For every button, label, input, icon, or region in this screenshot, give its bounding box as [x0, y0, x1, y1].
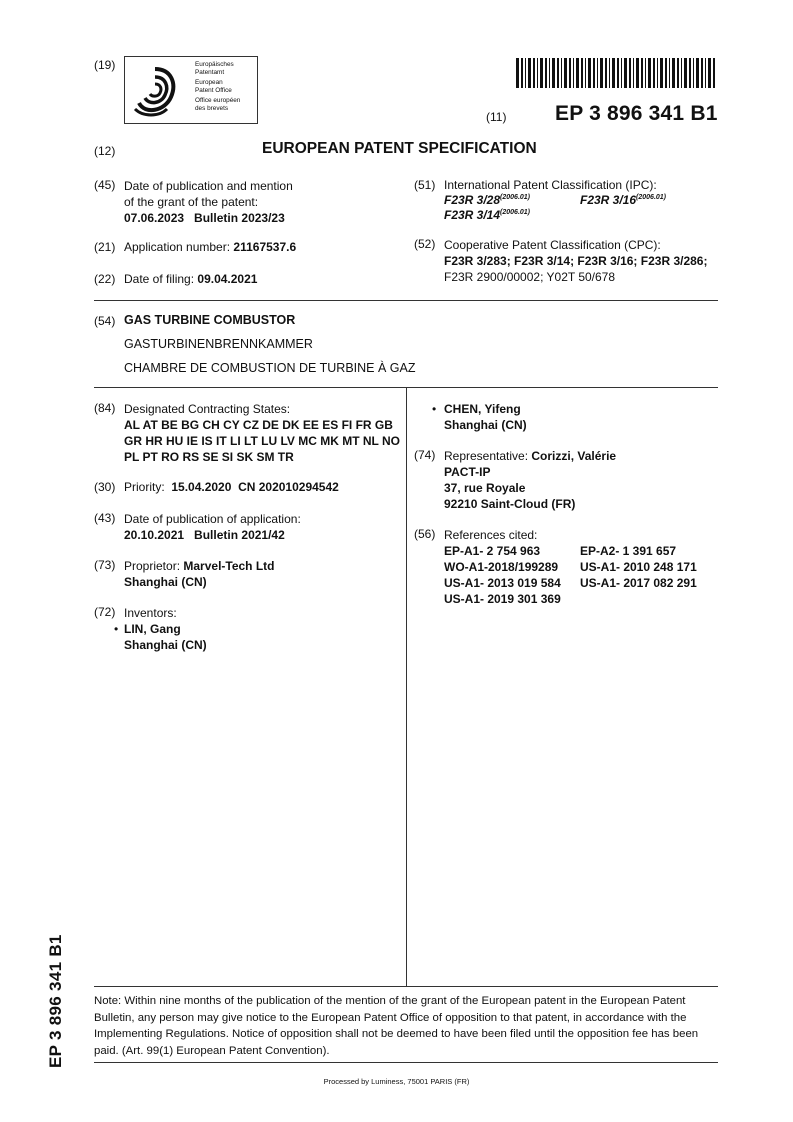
inid-code-74: (74) [414, 448, 436, 462]
barcode-bar [585, 58, 586, 88]
ipc-code: F23R 3/16 [580, 193, 637, 207]
divider [94, 300, 718, 301]
column-divider [406, 387, 407, 987]
barcode-bar [549, 58, 550, 88]
ipc-entry [444, 208, 530, 222]
representative-address: 92210 Saint-Cloud (FR) [444, 497, 576, 511]
application-publication-date: 20.10.2021 Bulletin 2021/42 [124, 528, 285, 542]
epo-logo-icon [125, 57, 185, 123]
barcode-bar [617, 58, 619, 88]
barcode-bar [537, 58, 538, 88]
filing-date: 09.04.2021 [197, 272, 258, 286]
inid-code-54: (54) [94, 314, 116, 328]
barcode-bar [521, 58, 523, 88]
proprietor-label: Proprietor: [124, 559, 181, 573]
barcode-bar [593, 58, 595, 88]
barcode-bar [660, 58, 663, 88]
inid-code-19: (19) [94, 58, 116, 72]
processor-footer: Processed by Luminess, 75001 PARIS (FR) [323, 1077, 470, 1086]
office-name-line: Patent Office [195, 86, 232, 94]
proprietor-block [124, 558, 275, 590]
ipc-code: F23R 3/14 [444, 208, 501, 222]
barcode-bar [684, 58, 687, 88]
barcode-bar [525, 58, 526, 88]
designated-states-label: Designated Contracting States: [124, 402, 291, 416]
representative-name: Corizzi, Valérie [531, 449, 617, 463]
barcode-bar [633, 58, 634, 88]
reference-item: US-A1- 2019 301 369 [444, 592, 561, 606]
barcode-bar [708, 58, 711, 88]
barcode-bar [624, 58, 627, 88]
grant-publication-block [124, 178, 293, 226]
cpc-label: Cooperative Patent Classification (CPC): [444, 238, 661, 252]
office-names [195, 61, 240, 113]
ipc-version: (2006.01) [500, 194, 531, 201]
ipc-label: International Patent Classification (IPC): [444, 178, 657, 192]
barcode-bar [588, 58, 591, 88]
divider [94, 986, 718, 987]
barcode-bar [612, 58, 615, 88]
barcode-bar [636, 58, 639, 88]
references-label: References cited: [444, 528, 538, 542]
barcode-bar [552, 58, 555, 88]
office-name-line: Patentamt [195, 68, 225, 76]
priority-row [124, 480, 339, 494]
inid-code-73: (73) [94, 558, 116, 572]
barcode-bar [576, 58, 579, 88]
barcode-bar [561, 58, 562, 88]
proprietor-place: Shanghai (CN) [124, 575, 207, 589]
office-name-line: des brevets [195, 104, 229, 112]
cpc-main: F23R 3/283; F23R 3/14; F23R 3/16; F23R 3/286; [444, 254, 708, 268]
publication-number: EP 3 896 341 B1 [555, 102, 718, 125]
reference-item: US-A1- 2010 248 171 [580, 560, 697, 574]
barcode-bar [672, 58, 675, 88]
barcode-bar [657, 58, 658, 88]
barcode [516, 58, 716, 88]
inventor-place: Shanghai (CN) [444, 418, 527, 432]
reference-item: EP-A1- 2 754 963 [444, 544, 541, 558]
inid-code-22: (22) [94, 272, 116, 286]
reference-item: EP-A2- 1 391 657 [580, 544, 677, 558]
barcode-bar [605, 58, 607, 88]
application-publication-label: Date of publication of application: [124, 512, 301, 526]
inventors-label: Inventors: [124, 606, 177, 620]
ipc-version: (2006.01) [636, 194, 667, 201]
barcode-bar [681, 58, 682, 88]
application-number-label: Application number: [124, 240, 231, 254]
representative-address: PACT-IP [444, 465, 491, 479]
barcode-bar [641, 58, 643, 88]
cpc-additional: F23R 2900/00002; Y02T 50/678 [444, 270, 616, 284]
barcode-bar [540, 58, 543, 88]
barcode-bar [528, 58, 531, 88]
states-line: GR HR HU IE IS IT LI LT LU LV MC MK MT NL NO [124, 434, 400, 448]
representative-label: Representative: [444, 449, 529, 463]
grant-label-2: of the grant of the patent: [124, 195, 259, 209]
barcode-bar [621, 58, 622, 88]
priority-label: Priority: [124, 480, 165, 494]
barcode-bar [705, 58, 706, 88]
grant-date: 07.06.2023 Bulletin 2023/23 [124, 211, 285, 225]
inid-code-56: (56) [414, 527, 436, 541]
title-fr: CHAMBRE DE COMBUSTION DE TURBINE À GAZ [124, 361, 416, 375]
barcode-bar [609, 58, 610, 88]
states-line: PL PT RO RS SE SI SK SM TR [124, 450, 294, 464]
ipc-code: F23R 3/28 [444, 193, 501, 207]
office-name-line: Office européen [195, 97, 241, 105]
designated-states-block [124, 401, 400, 465]
barcode-bar [581, 58, 583, 88]
barcode-bar [669, 58, 670, 88]
barcode-bar [569, 58, 571, 88]
barcode-bar [696, 58, 699, 88]
inid-code-45: (45) [94, 178, 116, 192]
bullet-icon: • [432, 402, 437, 416]
barcode-bar [629, 58, 631, 88]
ipc-entry [580, 193, 666, 207]
application-number-row [124, 240, 296, 254]
barcode-bar [516, 58, 519, 88]
inid-code-12: (12) [94, 144, 116, 158]
barcode-bar [533, 58, 535, 88]
references-list [444, 543, 720, 607]
document-type: EUROPEAN PATENT SPECIFICATION [262, 140, 537, 157]
side-publication-number: EP 3 896 341 B1 [46, 934, 65, 1068]
representative-block [444, 448, 616, 512]
ipc-entry [444, 193, 530, 207]
barcode-bar [689, 58, 691, 88]
office-name-line: Europäisches [195, 61, 234, 68]
barcode-bar [701, 58, 703, 88]
filing-date-label: Date of filing: [124, 272, 195, 286]
barcode-bar [713, 58, 715, 88]
barcode-bar [564, 58, 567, 88]
barcode-bar [677, 58, 679, 88]
barcode-bar [648, 58, 651, 88]
inid-code-43: (43) [94, 511, 116, 525]
inid-code-72: (72) [94, 605, 116, 619]
inid-code-51: (51) [414, 178, 436, 192]
title-de: GASTURBINENBRENNKAMMER [124, 337, 313, 351]
office-name-line: European [195, 79, 223, 87]
reference-item: WO-A1-2018/199289 [444, 560, 559, 574]
inid-code-21: (21) [94, 240, 116, 254]
barcode-bar [665, 58, 667, 88]
inventor-name: CHEN, Yifeng [444, 402, 521, 416]
priority-value: 15.04.2020 CN 202010294542 [171, 480, 339, 494]
barcode-bar [600, 58, 603, 88]
title-en: GAS TURBINE COMBUSTOR [124, 313, 296, 327]
filing-date-row [124, 272, 257, 286]
opposition-note: Note: Within nine months of the publication of the mention of the grant of the European patent in the European Patent Bulletin, any person may give notice to the European Patent Office of opposition to that patent, in accordance with the Implementing Regulations. Notice of opposition shall not be deemed to have been filed until the opposition fee has been paid. (Art. 99(1) European Patent Convention). [94, 995, 699, 1057]
application-number: 21167537.6 [233, 240, 297, 254]
ipc-version: (2006.01) [500, 209, 531, 216]
bullet-icon: • [114, 622, 119, 636]
barcode-bar [597, 58, 598, 88]
reference-item: US-A1- 2017 082 291 [580, 576, 697, 590]
barcode-bar [693, 58, 694, 88]
inventor-entry [124, 621, 207, 653]
reference-item: US-A1- 2013 019 584 [444, 576, 561, 590]
application-publication-block [124, 511, 301, 543]
representative-address: 37, rue Royale [444, 481, 526, 495]
inventor-entry [444, 401, 527, 433]
barcode-bar [557, 58, 559, 88]
barcode-bar [645, 58, 646, 88]
inid-code-84: (84) [94, 401, 116, 415]
states-line: AL AT BE BG CH CY CZ DE DK EE ES FI FR GB [124, 418, 393, 432]
inventor-place: Shanghai (CN) [124, 638, 207, 652]
grant-label: Date of publication and mention [124, 179, 293, 193]
epo-logo [124, 56, 258, 124]
inventor-name: LIN, Gang [124, 622, 181, 636]
cpc-block [444, 237, 707, 285]
inid-code-30: (30) [94, 480, 116, 494]
barcode-bar [545, 58, 547, 88]
inid-code-11: (11) [486, 110, 507, 124]
barcode-bar [573, 58, 574, 88]
proprietor-name: Marvel-Tech Ltd [183, 559, 275, 573]
inid-code-52: (52) [414, 237, 436, 251]
divider [94, 1062, 718, 1063]
barcode-bar [653, 58, 655, 88]
